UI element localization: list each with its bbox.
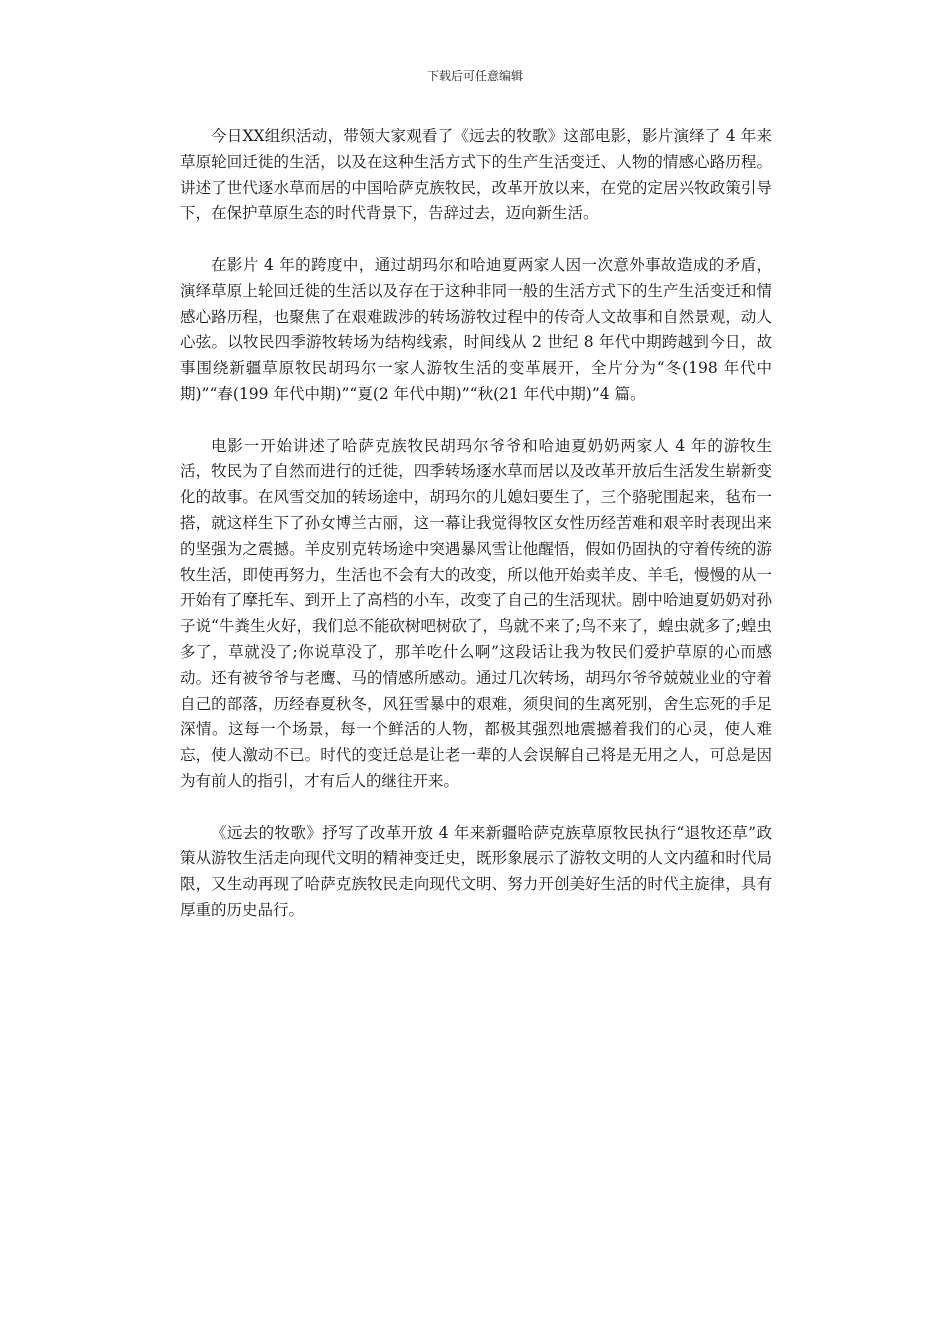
header-note: 下载后可任意编辑 [426,69,523,83]
paragraph-story: 电影一开始讲述了哈萨克族牧民胡玛尔爷爷和哈迪夏奶奶两家人 4 年的游牧生活，牧民为了自然而进行的迁徙，四季转场逐水草而居以及改革开放后生活发生崭新变化的故事。在风雪交加的转场途中，胡玛尔的儿媳妇要生了，三个骆驼围起来，毡布一搭，就这样生下了孙女博兰古丽，这一幕让我觉得牧区女性历经苦难和艰辛时表现出来的坚强为之震撼。羊皮别克转场途中突遇暴风雪让他醒悟，假如仍固执的守着传统的游牧生活，即使再努力，生活也不会有大的改变，所以他开始卖羊皮、羊毛，慢慢的从一开始有了摩托车、到开上了高档的小车，改变了自己的生活现状。剧中哈迪夏奶奶对孙子说“牛粪生火好，我们总不能砍树吧树砍了，鸟就不来了;鸟不来了，蝗虫就多了;蝗虫多了，草就没了;你说草没了，那羊吃什么啊”这段话让我为牧民们爱护草原的心而感动。还有被爷爷与老鹰、马的情感所感动。通过几次转场，胡玛尔爷爷兢兢业业的守着自己的部落，历经春夏秋冬，风狂雪暴中的艰难，须臾间的生离死别，舍生忘死的手足深情。这每一个场景，每一个鲜活的人物，都极其强烈地震撼着我们的心灵，使人难忘，使人激动不已。时代的变迁总是让老一辈的人会误解自己将是无用之人，可总是因为有前人的指引，才有后人的继往开来。 [180,436,772,790]
paragraph-intro: 今日XX组织活动，带领大家观看了《远去的牧歌》这部电影，影片演绎了 4 年来草原轮回迁徙的生活，以及在这种生活方式下的生产生活变迁、人物的情感心路历程。讲述了世代逐水草而居的中国哈萨克族牧民，改革开放以来，在党的定居兴牧政策引导下，在保护草原生态的时代背景下，告辞过去，迈向新生活。 [180,127,772,223]
paragraph-structure: 在影片 4 年的跨度中，通过胡玛尔和哈迪夏两家人因一次意外事故造成的矛盾，演绎草原上轮回迁徙的生活以及存在于这种非同一般的生活方式下的生产生活变迁和情感心路历程，也聚焦了在艰难跋涉的转场游牧过程中的传奇人文故事和自然景观，动人心弦。以牧民四季游牧转场为结构线索，时间线从 2 世纪 8 年代中期跨越到今日，故事围绕新疆草原牧民胡玛尔一家人游牧生活的变革展开，全片分为“冬(198 年代中期)”“春(199 年代中期)”“夏(2 年代中期)”“秋(21 年代中期)”4 篇。 [180,255,772,403]
paragraph-conclusion: 《远去的牧歌》抒写了改革开放 4 年来新疆哈萨克族草原牧民执行“退牧还草”政策从游牧生活走向现代文明的精神变迁史，既形象展示了游牧文明的人文内蕴和时代局限，又生动再现了哈萨克族牧民走向现代文明、努力开创美好生活的时代主旋律，具有厚重的历史品行。 [180,823,772,919]
document-body [180,124,772,950]
